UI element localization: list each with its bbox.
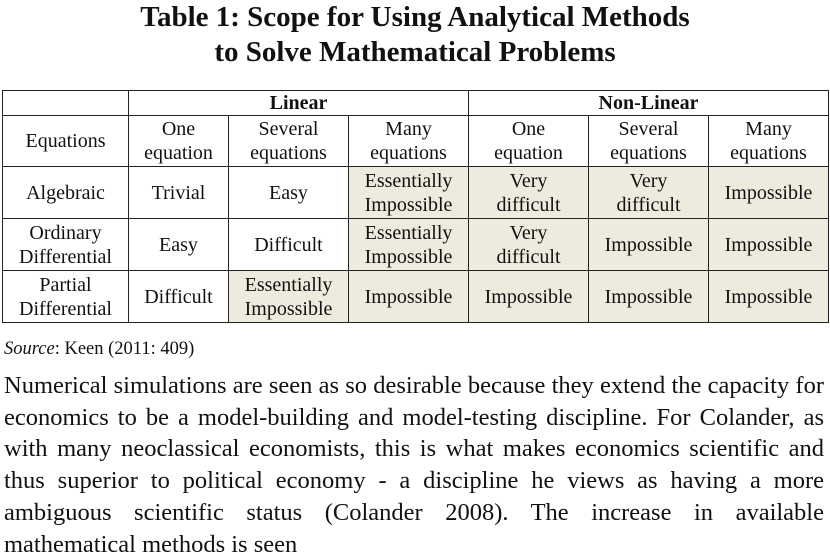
table-row <box>3 219 829 271</box>
table-cell: Difficult <box>129 271 229 323</box>
table-cell: Impossible <box>469 271 589 323</box>
source-label: Source <box>4 339 55 359</box>
title-line-2: to Solve Mathematical Problems <box>214 36 616 68</box>
table-cell: Easy <box>229 167 349 219</box>
table-cell: Difficult <box>229 219 349 271</box>
table-cell: Very difficult <box>469 167 589 219</box>
scope-table <box>2 90 829 323</box>
column-header: Many equations <box>709 116 829 167</box>
source-note <box>4 337 194 361</box>
title-line-1: Table 1: Scope for Using Analytical Methods <box>140 1 690 33</box>
table-cell: Impossible <box>589 219 709 271</box>
group-header-nonlinear: Non-Linear <box>469 91 829 116</box>
table-cell: Impossible <box>709 167 829 219</box>
table-cell: Impossible <box>349 271 469 323</box>
table-cell: Trivial <box>129 167 229 219</box>
group-header-linear: Linear <box>129 91 469 116</box>
table-cell: Impossible <box>709 219 829 271</box>
source-citation: : Keen (2011: 409) <box>54 339 195 359</box>
table-cell: Essentially Impossible <box>349 219 469 271</box>
row-header-title: Equations <box>3 116 129 167</box>
group-header-row <box>3 91 829 116</box>
column-header: Several equations <box>589 116 709 167</box>
table-row <box>3 167 829 219</box>
body-paragraph: Numerical simulations are seen as so desirable because they extend the capacity for economics to be a model-building and model-testing discipline. For Colander, as with many neoclassical economists, this is what makes economics scientific and thus superior to political economy - a discipline he views as having a more ambiguous scientific status (Colander 2008). The increase in available mathematical methods is seen <box>4 372 824 558</box>
column-header: One equation <box>469 116 589 167</box>
table-title <box>0 0 830 70</box>
table-row <box>3 271 829 323</box>
table-cell: Impossible <box>709 271 829 323</box>
column-header-row <box>3 116 829 167</box>
row-label: Partial Differential <box>3 271 129 323</box>
table-cell: Essentially Impossible <box>229 271 349 323</box>
column-header: Several equations <box>229 116 349 167</box>
column-header: One equation <box>129 116 229 167</box>
table-cell: Impossible <box>589 271 709 323</box>
row-label: Ordinary Differential <box>3 219 129 271</box>
corner-cell <box>3 91 129 116</box>
table-cell: Essentially Impossible <box>349 167 469 219</box>
column-header: Many equations <box>349 116 469 167</box>
table-cell: Very difficult <box>589 167 709 219</box>
table-cell: Very difficult <box>469 219 589 271</box>
table-cell: Easy <box>129 219 229 271</box>
row-label: Algebraic <box>3 167 129 219</box>
